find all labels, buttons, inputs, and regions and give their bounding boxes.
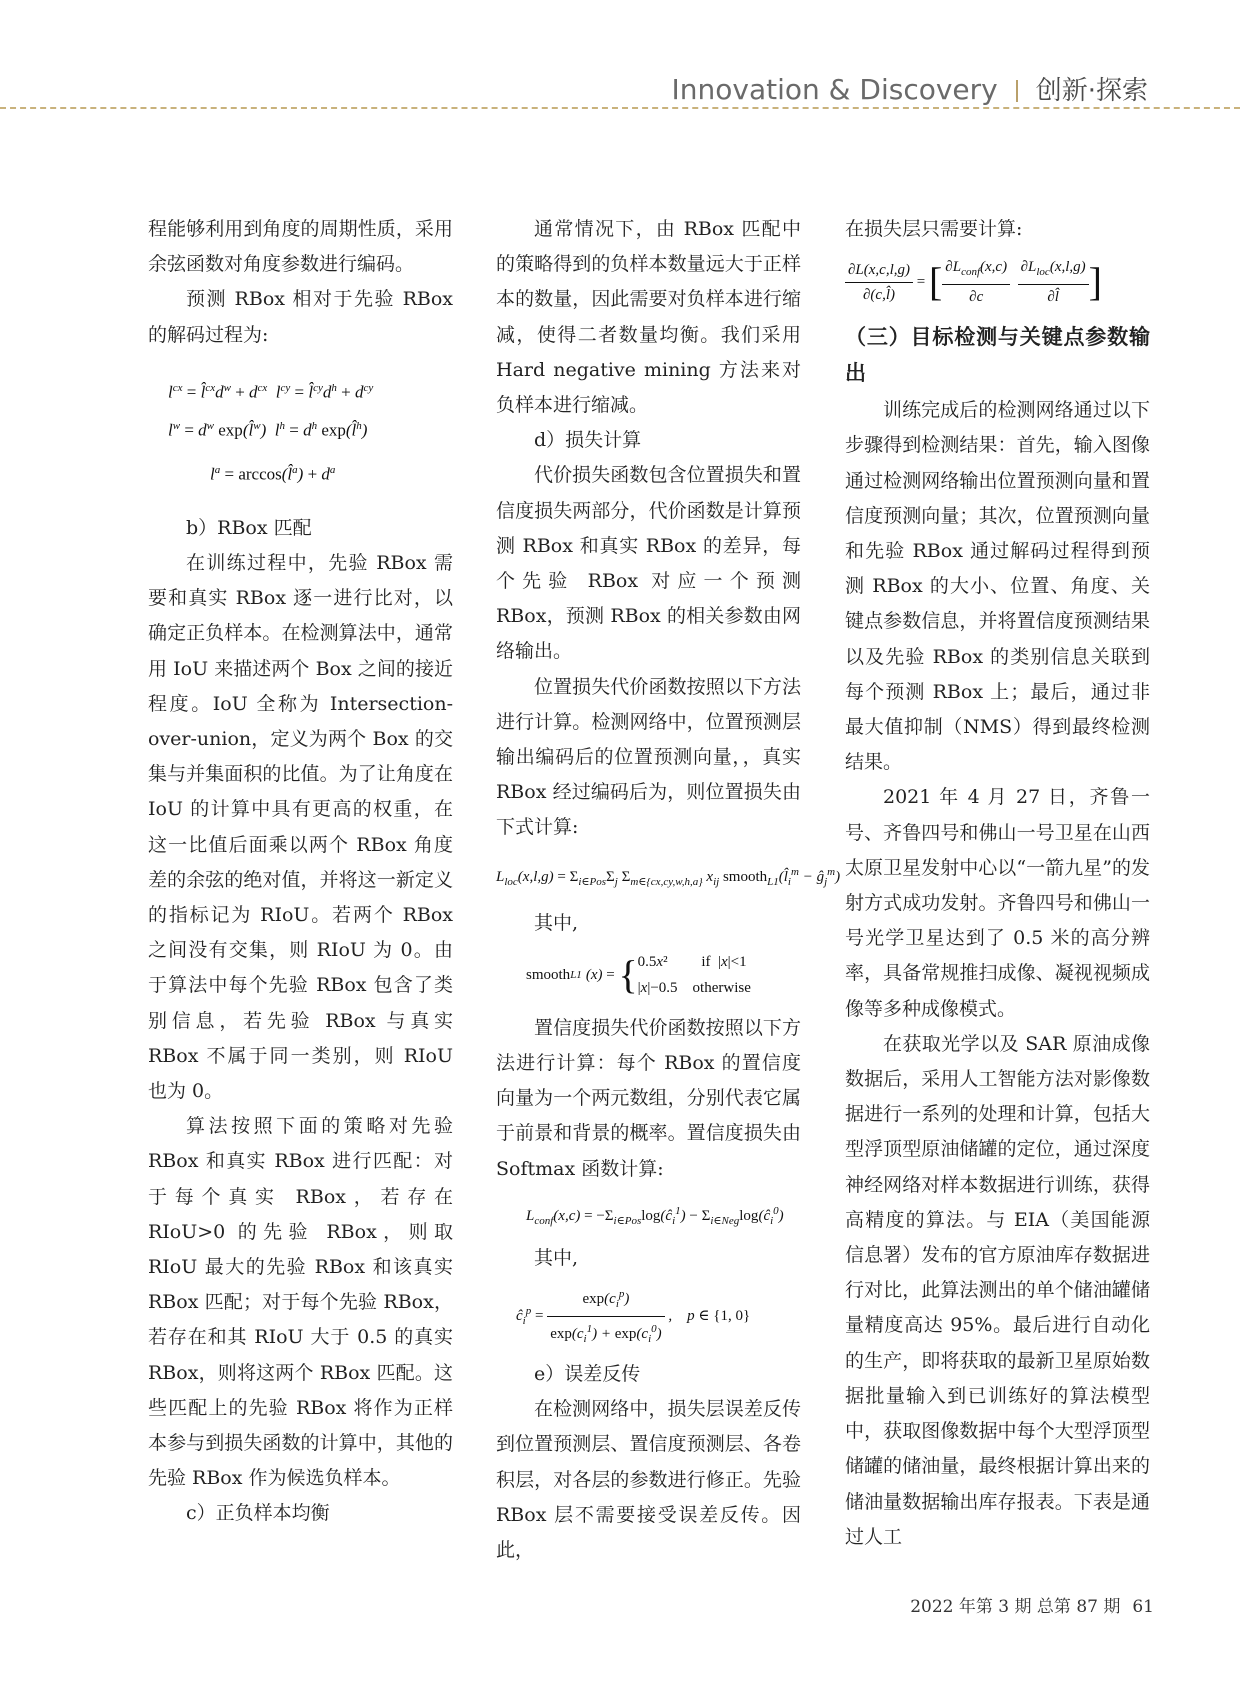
equation-decode-2: $l^w = d^w$ exp(l̂$^w$) $l^h = d^h$ exp(l̂$^h$)	[168, 420, 368, 441]
paragraph: 在获取光学以及 SAR 原油成像数据后，采用人工智能方法对影像数据进行一系列的处理和计算，包括大型浮顶型原油储罐的定位，通过深度神经网络对样本数据进行训练，获得高精度的算法。与 EIA（美国能源信息署）发布的官方原油库存数据进行对比，此算法测出的单个储油罐储量精度高达 95%。最后进行自动化的生产，即将获取的最新卫星原始数据批量输入到已训练好的算法模型中，获取图像数据中每个大型浮顶型储罐的储油量，最终根据计算出来的储油量数据输出库存报表。下表是通过人工	[845, 1032, 1150, 1548]
equation-conf-loss: $L_{conf}(x,c)$ = $-\Sigma_{i\in Pos}\log(ĉ_i^1)$ − $\Sigma_{i\in Neg}\log(ĉ_i^0)$	[526, 1204, 784, 1227]
page-footer	[910, 1592, 1154, 1617]
header-chinese: 创新·探索	[1035, 76, 1148, 106]
paragraph: 程能够利用到角度的周期性质，采用余弦函数对角度参数进行编码。	[148, 218, 453, 276]
paragraph: 在损失层只需要计算:	[845, 218, 1023, 240]
header-dashed-rule	[0, 107, 1240, 109]
paragraph: 算法按照下面的策略对先验 RBox 和真实 RBox 进行匹配：对于每个真实 RBox，若存在 RIoU>0 的先验 RBox，则取 RIoU 最大的先验 RBox 和该真实 RBox 匹配；对于每个先验 RBox，若存在和其 RIoU 大于 0.5 的真实 RBox，则将这两个 RBox 匹配。这些匹配上的先验 RBox 将作为正样本参与到损失函数的计算中，其他的先验 RBox 作为候选负样本。	[148, 1115, 453, 1490]
header-divider	[1016, 80, 1018, 102]
equation-decode-3: $l^a$ = arccos(l̂$^a$) + $d^a$	[210, 464, 336, 484]
issue-info: 2022 年第 3 期 总第 87 期	[910, 1597, 1121, 1617]
equation-smooth-l1: smooth L1 ( x ) = { 0.5x² if |x|<1 |x|−0.5 otherwise	[526, 951, 751, 997]
equation-gradient: $\frac{\partial L(x,c,l,g)}{\partial(c,l̂)}$ = [ $\frac{\partial L_{conf}(x,c)}{\partial c}$ $\frac{\partial L_{loc}(x,l,g)}{\partial l̂}$ ]	[845, 255, 1150, 309]
paragraph: 预测 RBox 相对于先验 RBox 的解码过程为:	[148, 288, 453, 346]
section-title-c: c）正负样本均衡	[186, 1502, 330, 1525]
paragraph: 2021 年 4 月 27 日，齐鲁一号、齐鲁四号和佛山一号卫星在山西太原卫星发射中心以“一箭九星”的发射方式成功发射。齐鲁四号和佛山一号光学卫星达到了 0.5 米的高分辨率，具备常规推扫成像、凝视视频成像等多种成像模式。	[845, 786, 1150, 1020]
header-english: Innovation & Discovery	[671, 73, 998, 106]
paragraph: 代价损失函数包含位置损失和置信度损失两部分，代价函数是计算预测 RBox 和真实 RBox 的差异，每个先验 RBox 对应一个预测 RBox，预测 RBox 的相关参数由网络输出。	[496, 464, 801, 663]
equation-softmax: $ĉ_i^p$ = $\frac{\exp(c_i^p)}{\exp(c_i^1) + \exp(c_i^0)}$ , p ∈ {1, 0}	[516, 1282, 801, 1351]
paragraph: 置信度损失代价函数按照以下方法进行计算：每个 RBox 的置信度向量为一个两元数组，分别代表它属于前景和背景的概率。置信度损失由 Softmax 函数计算:	[496, 1016, 801, 1180]
decode-equations	[168, 371, 453, 497]
equation-decode-1: $l^{cx}$ = $l̂^{cx}d^w + d^{cx}$ $l^{cy}$ = $l̂^{cy}d^h + d^{cy}$	[168, 381, 374, 402]
paragraph: 训练完成后的检测网络通过以下步骤得到检测结果：首先，输入图像通过检测网络输出位置预测向量和置信度预测向量；其次，位置预测向量和先验 RBox 通过解码过程得到预测 RBox 的大小、位置、角度、关键点参数信息，并将置信度预测结果以及先验 RBox 的类别信息关联到每个预测 RBox 上；最后，通过非最大值抑制（NMS）得到最终检测结果。	[845, 399, 1150, 774]
paragraph: 在训练过程中，先验 RBox 需要和真实 RBox 逐一进行比对，以确定正负样本。在检测算法中，通常用 IoU 来描述两个 Box 之间的接近程度。IoU 全称为 Intersection-over-union，定义为两个 Box 的交集与并集面积的比值。为了让角度在 IoU 的计算中具有更高的权重，在这一比值后面乘以两个 RBox 角度差的余弦的绝对值，并将这一新定义的指标记为 RIoU。若两个 RBox 之间没有交集，则 RIoU 为 0。由于算法中每个先验 RBox 包含了类别信息，若先验 RBox 与真实 RBox 不属于同一类别，则 RIoU 也为 0。	[148, 551, 453, 1103]
section-title-d: d）损失计算	[534, 429, 642, 452]
paragraph-qizhong: 其中,	[534, 1246, 579, 1269]
column-2	[496, 212, 841, 1568]
column-1	[148, 212, 453, 1532]
paragraph: 在检测网络中，损失层误差反传到位置预测层、置信度预测层、各卷积层，对各层的参数进行修正。先验 RBox 层不需要接受误差反传。因此，	[496, 1398, 801, 1562]
section-heading: （三）目标检测与关键点参数输出	[845, 325, 1150, 386]
section-title-b: b）RBox 匹配	[186, 516, 312, 539]
equation-loc-loss: $L_{loc}(x,l,g) = \Sigma_{i\in Pos}\Sigma_j$ $\Sigma_{m\in\{cx,cy,w,h,a\}}$ $x_{ij}$ $smooth_{L1}(l̂_i^m$ − $ĝ_j^m$)	[496, 865, 841, 888]
running-header	[672, 70, 1148, 110]
paragraph: 位置损失代价函数按照以下方法进行计算。检测网络中，位置预测层输出编码后的位置预测向量，，真实 RBox 经过编码后为，则位置损失由下式计算:	[496, 675, 801, 839]
section-title-e: e）误差反传	[534, 1363, 641, 1386]
page-number: 61	[1132, 1597, 1154, 1617]
paragraph: 通常情况下，由 RBox 匹配中的策略得到的负样本数量远大于正样本的数量，因此需要对负样本进行缩减，使得二者数量均衡。我们采用 Hard negative mining 方法来对负样本进行缩减。	[496, 218, 801, 417]
paragraph-qizhong: 其中,	[534, 911, 579, 934]
column-3	[845, 212, 1150, 1555]
